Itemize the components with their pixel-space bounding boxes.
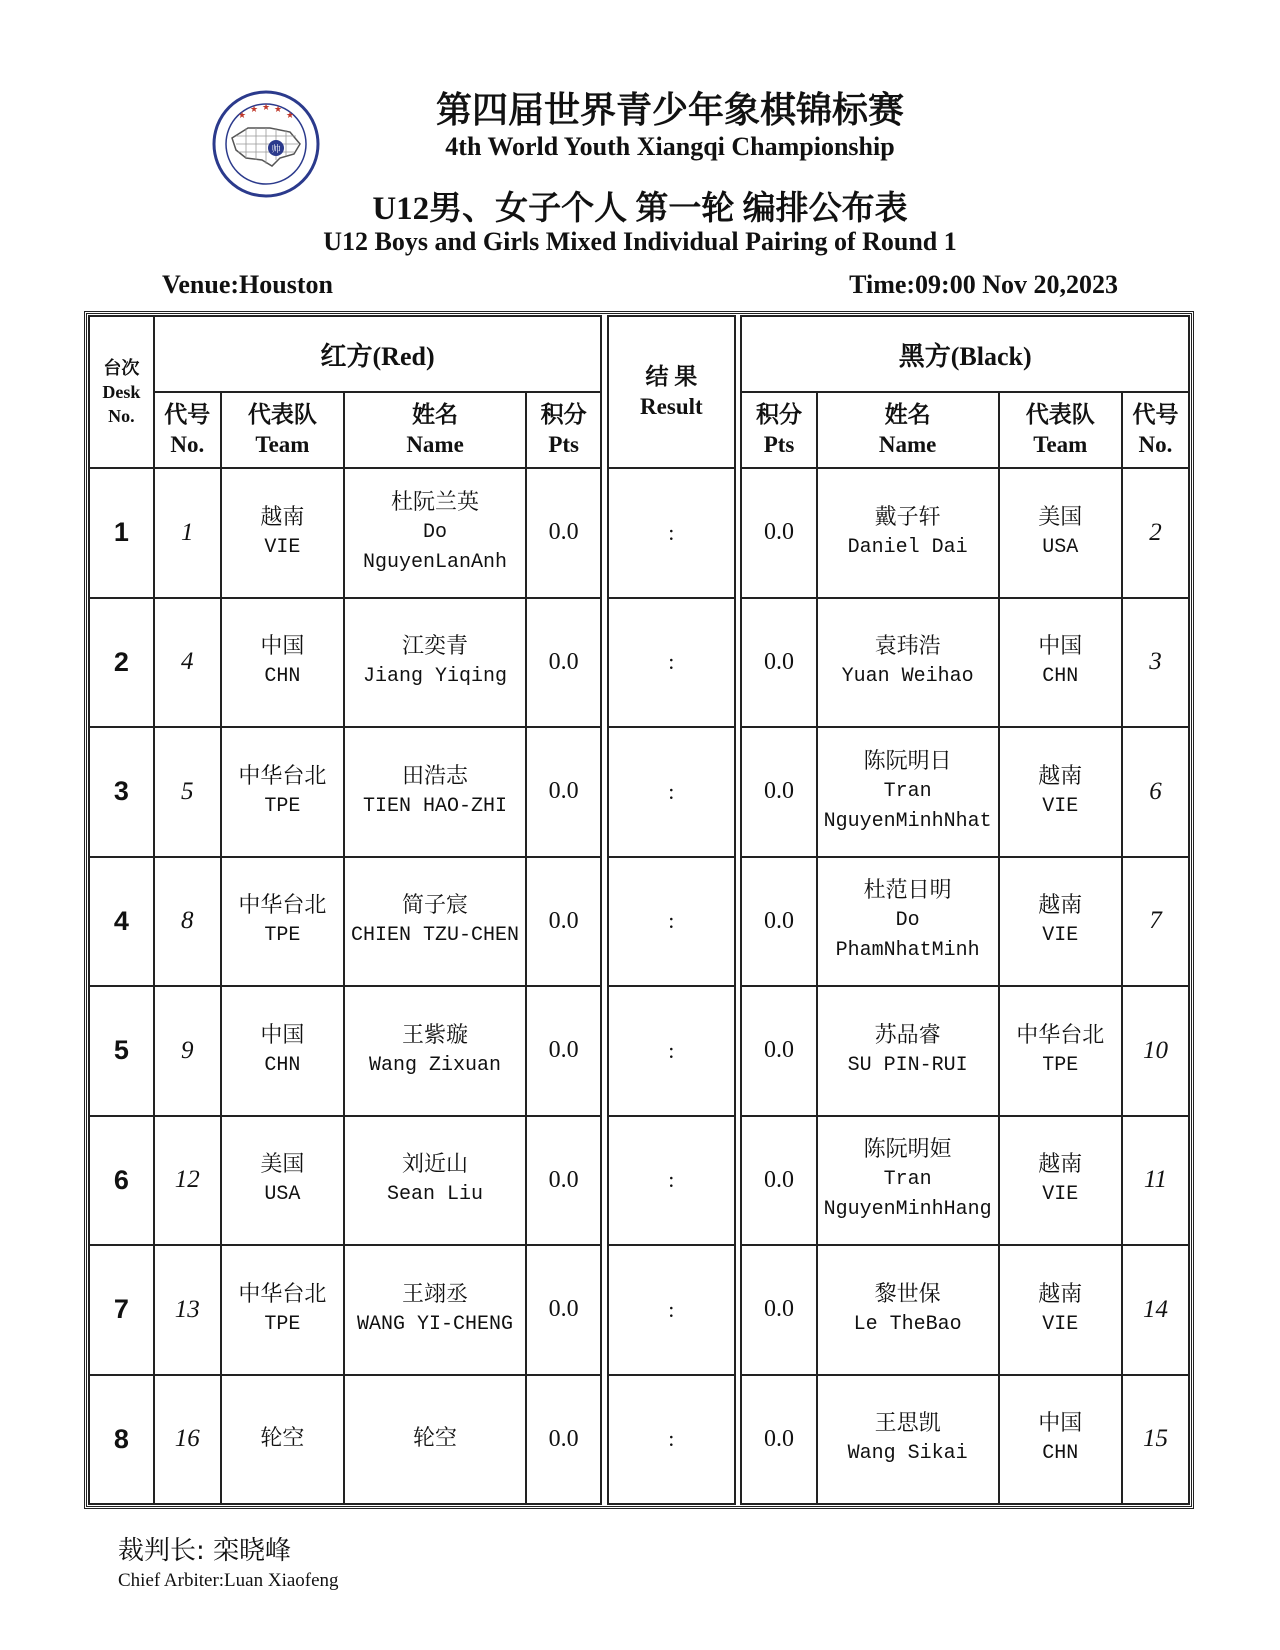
result-text: : <box>668 778 675 804</box>
black-team <box>999 468 1122 598</box>
black-team <box>999 1375 1122 1505</box>
red-player-no <box>154 1245 221 1375</box>
red-team <box>221 598 344 728</box>
red-name-cn: 刘近山 <box>402 1152 469 1178</box>
red-pts-text: 0.0 <box>548 519 579 546</box>
black-name-en: Tran NguyenMinhHang <box>823 1168 992 1222</box>
pairing-row <box>89 986 1189 1116</box>
red-name <box>344 986 526 1116</box>
red-pts <box>526 1245 601 1375</box>
col-label-en: Team <box>255 432 310 457</box>
result-header-cn: 结 果 <box>645 364 698 389</box>
black-team-en: CHN <box>1042 1442 1079 1466</box>
black-pts <box>741 986 816 1116</box>
black-player-no <box>1122 1116 1189 1246</box>
black-pts <box>741 1116 816 1246</box>
black-name-en: SU PIN-RUI <box>847 1053 968 1077</box>
red-pts <box>526 857 601 987</box>
desk-number-text: 7 <box>113 1294 129 1325</box>
col-label-cn: 代号 <box>1132 402 1179 427</box>
black-name-cn: 袁玮浩 <box>874 634 941 660</box>
black-team-en: USA <box>1042 535 1079 559</box>
col-label-cn: 代号 <box>164 402 211 427</box>
desk-number-text: 6 <box>113 1164 129 1195</box>
red-pts <box>526 1116 601 1246</box>
black-name-header <box>817 392 999 468</box>
desk-number-text: 8 <box>113 1423 129 1454</box>
red-name <box>344 727 526 857</box>
result-text: : <box>668 1167 675 1193</box>
red-name-cn: 简子宸 <box>402 893 469 919</box>
red-name-cn: 王紫璇 <box>402 1022 469 1048</box>
black-pts <box>741 1245 816 1375</box>
red-team-cn: 轮空 <box>260 1426 305 1452</box>
black-pts-text: 0.0 <box>764 1425 795 1452</box>
red-player-no-text: 16 <box>174 1425 200 1453</box>
black-player-no <box>1122 727 1189 857</box>
red-team-cn: 越南 <box>260 504 305 530</box>
red-team <box>221 727 344 857</box>
red-player-no <box>154 986 221 1116</box>
black-team <box>999 727 1122 857</box>
desk-number-text: 5 <box>113 1035 129 1066</box>
svg-text:★: ★ <box>274 104 283 114</box>
black-name <box>817 1375 999 1505</box>
red-team-en: VIE <box>264 535 301 559</box>
black-pts <box>741 857 816 987</box>
black-name-en: Le TheBao <box>853 1312 962 1336</box>
red-name <box>344 1116 526 1246</box>
black-player-no-text: 6 <box>1149 777 1162 805</box>
red-pts <box>526 1375 601 1505</box>
black-team <box>999 1245 1122 1375</box>
red-team-en: CHN <box>264 1053 301 1077</box>
black-team <box>999 598 1122 728</box>
black-player-no-text: 10 <box>1142 1036 1168 1064</box>
pairing-row <box>89 727 1189 857</box>
pairing-table <box>88 315 1190 1505</box>
red-team <box>221 1245 344 1375</box>
black-player-no <box>1122 468 1189 598</box>
red-pts-text: 0.0 <box>548 1425 579 1452</box>
desk-header <box>89 316 154 468</box>
black-name-cn: 苏品睿 <box>874 1022 941 1048</box>
result <box>608 598 736 728</box>
black-player-no-text: 7 <box>1149 907 1162 935</box>
red-team <box>221 986 344 1116</box>
red-player-no-text: 9 <box>181 1036 194 1064</box>
black-player-no <box>1122 1245 1189 1375</box>
red-pts-text: 0.0 <box>548 648 579 675</box>
black-player-no-text: 2 <box>1149 518 1162 546</box>
black-team-cn: 越南 <box>1038 1281 1083 1307</box>
result-text: : <box>668 1426 675 1452</box>
black-player-no <box>1122 598 1189 728</box>
red-name-cn: 江奕青 <box>402 634 469 660</box>
black-name <box>817 857 999 987</box>
desk-number <box>89 727 154 857</box>
black-team-cn: 越南 <box>1038 763 1083 789</box>
red-name-en: CHIEN TZU-CHEN <box>351 924 520 948</box>
red-player-no <box>154 468 221 598</box>
result-text: : <box>668 519 675 545</box>
black-name-cn: 戴子轩 <box>874 504 941 530</box>
black-team-cn: 越南 <box>1038 893 1083 919</box>
col-label-en: Name <box>878 432 937 457</box>
red-team <box>221 1116 344 1246</box>
red-name-header <box>344 392 526 468</box>
red-team-header <box>221 392 344 468</box>
black-pts <box>741 1375 816 1505</box>
black-name <box>817 468 999 598</box>
red-team-cn: 中华台北 <box>238 1281 327 1307</box>
pairing-row <box>89 598 1189 728</box>
subtitle-chinese: U12男、女子个人 第一轮 编排公布表 <box>372 191 908 227</box>
col-label-cn: 姓名 <box>412 402 459 427</box>
col-label-en: No. <box>1138 432 1173 457</box>
black-team-en: TPE <box>1042 1053 1079 1077</box>
red-name-en: WANG YI-CHENG <box>357 1312 514 1336</box>
black-pts-text: 0.0 <box>764 1166 795 1193</box>
black-name <box>817 1116 999 1246</box>
black-name-en: Yuan Weihao <box>841 665 974 689</box>
red-team <box>221 1375 344 1505</box>
col-label-en: Name <box>406 432 464 457</box>
black-pts <box>741 598 816 728</box>
black-side-header: 黑方(Black) <box>741 316 1189 392</box>
desk-number <box>89 468 154 598</box>
col-label-en: Team <box>1033 432 1088 457</box>
red-name <box>344 857 526 987</box>
red-pts-text: 0.0 <box>548 778 579 805</box>
black-name-cn: 陈阮明姮 <box>863 1137 952 1163</box>
result-header-en: Result <box>640 394 703 419</box>
black-team-cn: 中国 <box>1038 634 1083 660</box>
red-player-no-text: 1 <box>181 518 194 546</box>
red-name-cn: 田浩志 <box>402 763 469 789</box>
black-pts-text: 0.0 <box>764 519 795 546</box>
black-pts <box>741 727 816 857</box>
pairing-row <box>89 1245 1189 1375</box>
red-player-no-text: 5 <box>181 777 194 805</box>
red-player-no <box>154 727 221 857</box>
red-pts <box>526 598 601 728</box>
black-name-en: Wang Sikai <box>847 1442 968 1466</box>
red-name-en: Wang Zixuan <box>369 1053 502 1077</box>
red-player-no <box>154 857 221 987</box>
black-pts-text: 0.0 <box>764 778 795 805</box>
result-text: : <box>668 649 675 675</box>
pairing-row <box>89 468 1189 598</box>
red-name <box>344 1375 526 1505</box>
red-team-en: USA <box>264 1183 301 1207</box>
red-name-en: Do NguyenLanAnh <box>363 520 508 574</box>
svg-text:★: ★ <box>262 102 271 112</box>
black-player-no <box>1122 857 1189 987</box>
black-no-header <box>1122 392 1189 468</box>
red-team-cn: 中华台北 <box>238 763 327 789</box>
col-label-en: Pts <box>763 432 795 457</box>
black-team <box>999 857 1122 987</box>
time-label: Time:09:00 Nov 20,2023 <box>849 270 1118 299</box>
pairing-row <box>89 857 1189 987</box>
black-team-cn: 越南 <box>1038 1152 1083 1178</box>
venue-label: Venue:Houston <box>162 270 333 299</box>
black-name <box>817 727 999 857</box>
black-name <box>817 598 999 728</box>
desk-number-text: 3 <box>113 776 129 807</box>
red-pts-text: 0.0 <box>548 1296 579 1323</box>
desk-number <box>89 598 154 728</box>
col-label-cn: 代表队 <box>1025 402 1095 427</box>
red-name <box>344 598 526 728</box>
black-player-no-text: 11 <box>1143 1166 1168 1194</box>
svg-text:★: ★ <box>238 110 247 120</box>
desk-number <box>89 857 154 987</box>
title-english: 4th World Youth Xiangqi Championship <box>445 132 895 161</box>
desk-number <box>89 1375 154 1505</box>
chief-arbiter-cn: 裁判长: 栾晓峰 <box>118 1536 292 1566</box>
red-name-cn: 杜阮兰英 <box>391 489 480 515</box>
result <box>608 1116 736 1246</box>
black-team-cn: 美国 <box>1038 504 1083 530</box>
desk-header-en: Desk <box>102 382 141 402</box>
red-name-en: TIEN HAO-ZHI <box>363 794 508 818</box>
result <box>608 468 736 598</box>
red-name-en: Sean Liu <box>387 1183 484 1207</box>
red-team-en: TPE <box>264 1312 301 1336</box>
black-team-en: VIE <box>1042 794 1079 818</box>
result <box>608 986 736 1116</box>
black-name-cn: 黎世保 <box>874 1281 941 1307</box>
black-team-header <box>999 392 1122 468</box>
desk-number-text: 4 <box>113 905 129 936</box>
title-chinese: 第四届世界青少年象棋锦标赛 <box>435 90 904 130</box>
red-pts <box>526 468 601 598</box>
desk-number-text: 2 <box>113 646 129 677</box>
desk-header-no: No. <box>108 406 135 426</box>
black-team-en: VIE <box>1042 1312 1079 1336</box>
desk-number <box>89 1245 154 1375</box>
red-team-cn: 美国 <box>260 1152 305 1178</box>
red-pts <box>526 727 601 857</box>
black-player-no <box>1122 986 1189 1116</box>
red-team-cn: 中华台北 <box>238 893 327 919</box>
svg-text:★: ★ <box>286 110 295 120</box>
result-text: : <box>668 1037 675 1063</box>
red-player-no-text: 8 <box>181 907 194 935</box>
red-player-no-text: 4 <box>181 648 194 676</box>
desk-number <box>89 1116 154 1246</box>
red-team <box>221 857 344 987</box>
black-team <box>999 986 1122 1116</box>
red-name <box>344 1245 526 1375</box>
black-pts-text: 0.0 <box>764 1037 795 1064</box>
red-side-header: 红方(Red) <box>154 316 602 392</box>
black-team-en: CHN <box>1042 665 1079 689</box>
black-pts-text: 0.0 <box>764 907 795 934</box>
black-team-en: VIE <box>1042 1183 1079 1207</box>
col-label-cn: 积分 <box>540 402 587 427</box>
col-label-cn: 积分 <box>756 402 803 427</box>
black-pts-text: 0.0 <box>764 648 795 675</box>
desk-number-text: 1 <box>113 517 129 548</box>
black-player-no-text: 14 <box>1142 1295 1168 1323</box>
col-label-en: Pts <box>548 432 579 457</box>
result <box>608 1375 736 1505</box>
red-player-no <box>154 598 221 728</box>
black-name-cn: 杜范日明 <box>863 878 952 904</box>
red-pts-text: 0.0 <box>548 1037 579 1064</box>
red-name <box>344 468 526 598</box>
black-name <box>817 986 999 1116</box>
black-name-en: Do PhamNhatMinh <box>835 909 980 963</box>
black-team-cn: 中华台北 <box>1016 1022 1105 1048</box>
black-player-no <box>1122 1375 1189 1505</box>
black-team <box>999 1116 1122 1246</box>
red-player-no-text: 12 <box>174 1166 200 1194</box>
black-player-no-text: 3 <box>1149 648 1162 676</box>
red-team-en: TPE <box>264 924 301 948</box>
red-team-en: TPE <box>264 794 301 818</box>
subtitle-english: U12 Boys and Girls Mixed Individual Pairing of Round 1 <box>323 227 957 256</box>
desk-number <box>89 986 154 1116</box>
col-label-en: No. <box>170 432 205 457</box>
result-text: : <box>668 908 675 934</box>
red-team <box>221 468 344 598</box>
black-pts-header <box>741 392 816 468</box>
desk-header-cn: 台次 <box>103 358 140 378</box>
black-name-cn: 王思凯 <box>874 1411 941 1437</box>
result <box>608 1245 736 1375</box>
red-pts-header <box>526 392 601 468</box>
red-pts-text: 0.0 <box>548 907 579 934</box>
red-player-no <box>154 1375 221 1505</box>
black-pts <box>741 468 816 598</box>
red-team-cn: 中国 <box>260 1022 305 1048</box>
result-text: : <box>668 1296 675 1322</box>
col-label-cn: 代表队 <box>247 402 317 427</box>
red-team-en: CHN <box>264 665 301 689</box>
black-name-en: Daniel Dai <box>847 535 968 559</box>
result <box>608 727 736 857</box>
red-player-no-text: 13 <box>174 1295 200 1323</box>
pairing-row <box>89 1116 1189 1246</box>
black-pts-text: 0.0 <box>764 1296 795 1323</box>
black-name-cn: 陈阮明日 <box>863 748 952 774</box>
result <box>608 857 736 987</box>
black-player-no-text: 15 <box>1142 1425 1168 1453</box>
black-team-cn: 中国 <box>1038 1411 1083 1437</box>
svg-text:帅: 帅 <box>271 144 281 154</box>
red-no-header <box>154 392 221 468</box>
red-name-en: Jiang Yiqing <box>363 665 508 689</box>
result-header <box>608 316 736 468</box>
red-name-cn: 王翊丞 <box>402 1281 469 1307</box>
red-name-cn: 轮空 <box>413 1426 458 1452</box>
red-pts-text: 0.0 <box>548 1166 579 1193</box>
pairing-row <box>89 1375 1189 1505</box>
svg-text:★: ★ <box>250 104 259 114</box>
red-player-no <box>154 1116 221 1246</box>
black-team-en: VIE <box>1042 924 1079 948</box>
col-label-cn: 姓名 <box>884 402 931 427</box>
red-pts <box>526 986 601 1116</box>
black-name-en: Tran NguyenMinhNhat <box>823 779 992 833</box>
red-team-cn: 中国 <box>260 634 305 660</box>
chief-arbiter-en: Chief Arbiter:Luan Xiaofeng <box>118 1570 339 1591</box>
black-name <box>817 1245 999 1375</box>
